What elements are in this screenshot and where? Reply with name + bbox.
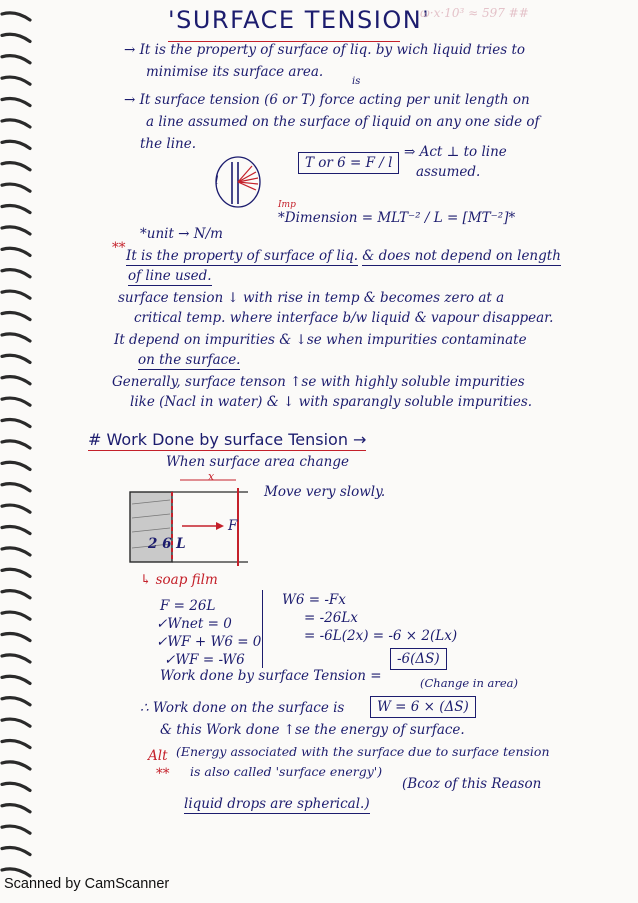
scanner-watermark: Scanned by CamScanner [4,876,170,892]
figure-length-label: l [215,174,219,187]
formula-assumed: assumed. [416,164,481,180]
right-eq-1: W6 = -Fx [282,592,346,608]
point-1-part-b: & does not depend on length [362,248,561,264]
left-eq-2: ✓Wnet = 0 [156,616,232,632]
line-definition-1: → It is the property of surface of liq. by wich liquid tries to [124,42,526,58]
line-definition-2: minimise its surface area. [146,64,324,80]
point-1-stars: ** [112,240,126,256]
displacement-label: x [208,470,215,483]
soap-film-label: ↳ soap film [140,572,218,588]
point-3-line-b: on the surface. [138,352,241,368]
equation-divider [262,590,263,668]
spiral-coil [2,826,30,833]
spiral-coil [2,612,30,619]
spiral-coil [2,484,30,491]
left-eq-4: ✓WF = -W6 [164,652,245,668]
faint-bleed-text: ω·x·10³ ≈ 597 ## [420,6,529,20]
spiral-coil [2,569,30,576]
film-force-label: 2 6 L [148,536,186,552]
work-done-line: Work done by surface Tension = [160,668,382,684]
unit-line: *unit → N/m [140,226,223,242]
line-definition-5: the line. [140,136,197,152]
soap-film-frame-figure [120,470,260,580]
point-3-line-a: It depend on impurities & ↓se when impurities contaminate [114,332,527,348]
spiral-coil [2,120,30,127]
point-4-line-a: Generally, surface tenson ↑se with highly soluble impurities [112,374,525,390]
spiral-coil [2,34,30,41]
spiral-coil [2,13,30,20]
spiral-binding [0,0,40,880]
left-eq-1: F = 26L [160,598,216,614]
formula-act-perpendicular: ⇒ Act ⊥ to line [404,144,507,160]
work-surface-box: W = 6 × (ΔS) [370,696,476,718]
line-definition-3: → It surface tension (6 or T) force acting per unit length on [124,92,530,108]
spiral-coil [2,377,30,384]
alt-stars: ** [156,766,170,782]
spherical-drops-line: liquid drops are spherical.) [184,796,370,812]
dimension-line: *Dimension = MLT⁻² / L = [MT⁻²]* [278,210,516,226]
spiral-coil [2,719,30,726]
spiral-coil [2,762,30,769]
spiral-coil [2,227,30,234]
point-2-line-a: surface tension ↓ with rise in temp & becomes zero at a [118,290,505,306]
spiral-coil [2,869,30,876]
spiral-coil [2,205,30,212]
section-2-subheading: When surface area change [166,454,349,470]
point-4-line-b: like (Nacl in water) & ↓ with sparangly soluble impurities. [130,394,533,410]
spiral-coil [2,633,30,640]
point-1-part-a: It is the property of surface of liq. [126,248,358,264]
spiral-coil [2,248,30,255]
right-eq-2: = -26Lx [304,610,358,626]
spiral-coil [2,591,30,598]
spiral-coil [2,163,30,170]
spiral-coil [2,270,30,277]
point-1-line-a [126,248,561,264]
spiral-coil [2,141,30,148]
spiral-coil [2,77,30,84]
spiral-coil [2,698,30,705]
work-energy-line: & this Work done ↑se the energy of surface. [160,722,465,738]
spiral-coil [2,676,30,683]
reason-line: (Bcoz of this Reason [402,776,542,792]
spiral-coil [2,655,30,662]
formula-box-t-sigma: T or 6 = F / l [298,152,399,174]
spiral-coil [2,740,30,747]
alt-marker: Alt [148,748,168,764]
point-1-line-c: of line used. [128,268,212,284]
spiral-coil [2,548,30,555]
spiral-coil [2,355,30,362]
spiral-coil [2,783,30,790]
point-2-line-b: critical temp. where interface b/w liquid & vapour disappear. [134,310,554,326]
work-surface-line: ∴ Work done on the surface is [140,700,345,716]
spiral-coil [2,847,30,854]
spiral-coil [2,505,30,512]
change-in-area-note: (Change in area) [420,676,519,690]
spiral-coil [2,526,30,533]
spiral-coil [2,334,30,341]
spiral-coil [2,441,30,448]
spiral-coil [2,805,30,812]
line-is-note: is [352,76,361,87]
spiral-coil [2,291,30,298]
line-definition-4: a line assumed on the surface of liquid on any one side of [146,114,540,130]
surface-energy-line-a: (Energy associated with the surface due to surface tension [176,744,550,759]
spiral-coil [2,184,30,191]
spiral-coil [2,312,30,319]
surface-energy-line-b: is also called 'surface energy') [190,764,383,779]
page-title: 'SURFACE TENSION' [168,6,431,34]
spiral-coil [2,98,30,105]
force-label: F [228,518,238,534]
left-eq-3: ✓WF + W6 = 0 [156,634,262,650]
force-line-figure [212,152,274,210]
right-eq-3: = -6L(2x) = -6 × 2(Lx) [304,628,458,644]
spiral-coil [2,419,30,426]
spiral-coil [2,462,30,469]
section-2-heading: # Work Done by surface Tension → [88,430,367,449]
imp-note: Imp [278,200,296,210]
spiral-coil [2,398,30,405]
work-done-box: -6(ΔS) [390,648,447,670]
spiral-coil [2,56,30,63]
move-slowly-note: Move very slowly. [264,484,386,500]
